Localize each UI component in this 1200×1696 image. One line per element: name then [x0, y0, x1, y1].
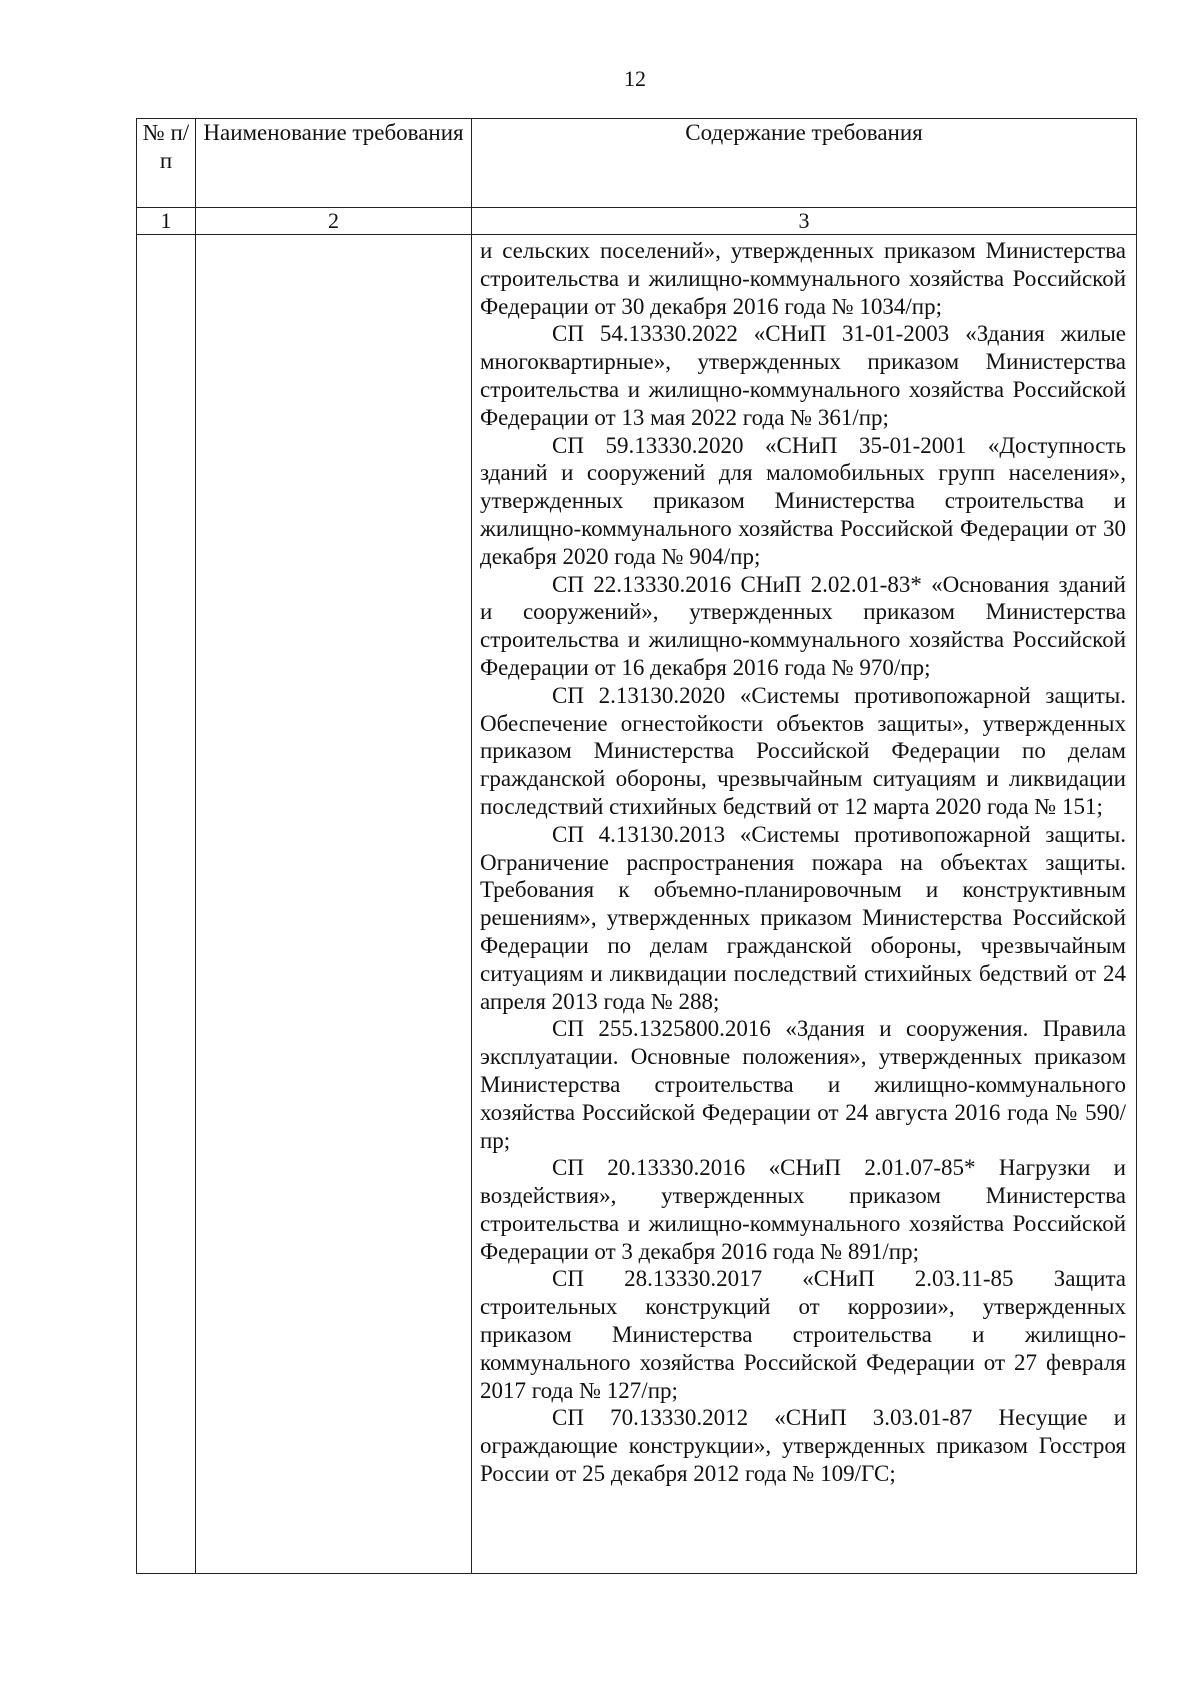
column-number-2: 2: [196, 208, 472, 235]
table-header-row: [137, 119, 1137, 208]
requirement-paragraph: СП 255.1325800.2016 «Здания и сооружения. Правила эксплуатации. Основные положения», утвержденных приказом Министерства строительства и жилищно-коммунального хозяйства Российской Федерации от 24 августа 2016 года № 590/пр;: [480, 1016, 1126, 1153]
requirement-paragraph: СП 28.13330.2017 «СНиП 2.03.11-85 Защита строительных конструкций от коррозии», утвержденных приказом Министерства строительства и жилищно-коммунального хозяйства Российской Федерации от 27 февраля 2017 года № 127/пр;: [480, 1266, 1126, 1403]
header-content-label: Содержание требования: [685, 120, 923, 145]
requirement-paragraph: и сельских поселений», утвержденных приказом Министерства строительства и жилищно-коммунального хозяйства Российской Федерации от 30 декабря 2016 года № 1034/пр;: [480, 238, 1126, 319]
row-content-cell: [472, 235, 1137, 1574]
header-name: [196, 119, 472, 208]
requirement-paragraph: СП 70.13330.2012 «СНиП 3.03.01-87 Несущие и ограждающие конструкции», утвержденных приказом Госстроя России от 25 декабря 2012 года № 109/ГС;: [480, 1405, 1126, 1487]
requirement-paragraph: СП 22.13330.2016 СНиП 2.02.01-83* «Основания зданий и сооружений», утвержденных приказом Министерства строительства и жилищно-коммунального хозяйства Российской Федерации от 16 декабря 2016 года № 970/пр;: [480, 571, 1126, 680]
row-number-cell: [137, 235, 196, 1574]
requirements-table: [136, 118, 1137, 1574]
header-name-label: Наименование требования: [203, 120, 464, 145]
requirement-paragraph: СП 2.13130.2020 «Системы противопожарной защиты. Обеспечение огнестойкости объектов защиты», утвержденных приказом Министерства Российской Федерации по делам гражданской обороны, чрезвычайным ситуациям и ликвидации последствий стихийных бедствий от 12 марта 2020 года № 151;: [480, 682, 1126, 819]
requirement-paragraph: СП 20.13330.2016 «СНиП 2.01.07-85* Нагрузки и воздействия», утвержденных приказом Министерства строительства и жилищно-коммунального хозяйства Российской Федерации от 3 декабря 2016 года № 891/пр;: [480, 1155, 1126, 1264]
requirement-paragraph: СП 4.13130.2013 «Системы противопожарной защиты. Ограничение распространения пожара на объектах защиты. Требования к объемно-планировочным и конструктивным решениям», утвержденных приказом Министерства Российской Федерации по делам гражданской обороны, чрезвычайным ситуациям и ликвидации последствий стихийных бедствий от 24 апреля 2013 года № 288;: [480, 821, 1126, 1014]
requirement-paragraph: СП 54.13330.2022 «СНиП 31-01-2003 «Здания жилые многоквартирные», утвержденных приказом Министерства строительства и жилищно-коммунального хозяйства Российской Федерации от 13 мая 2022 года № 361/пр;: [480, 321, 1126, 430]
requirement-paragraph: СП 59.13330.2020 «СНиП 35-01-2001 «Доступность зданий и сооружений для маломобильных групп населения», утвержденных приказом Министерства строительства и жилищно-коммунального хозяйства Российской Федерации от 30 декабря 2020 года № 904/пр;: [480, 432, 1126, 569]
header-content: [472, 119, 1137, 208]
table-row: [137, 235, 1137, 1574]
page-number: 12: [624, 66, 646, 91]
column-number-3: 3: [472, 208, 1137, 235]
header-number: [137, 119, 196, 208]
column-number-row: [137, 208, 1137, 235]
header-number-label: № п/п: [142, 120, 190, 173]
column-number-1: 1: [137, 208, 196, 235]
row-name-cell: [196, 235, 472, 1574]
